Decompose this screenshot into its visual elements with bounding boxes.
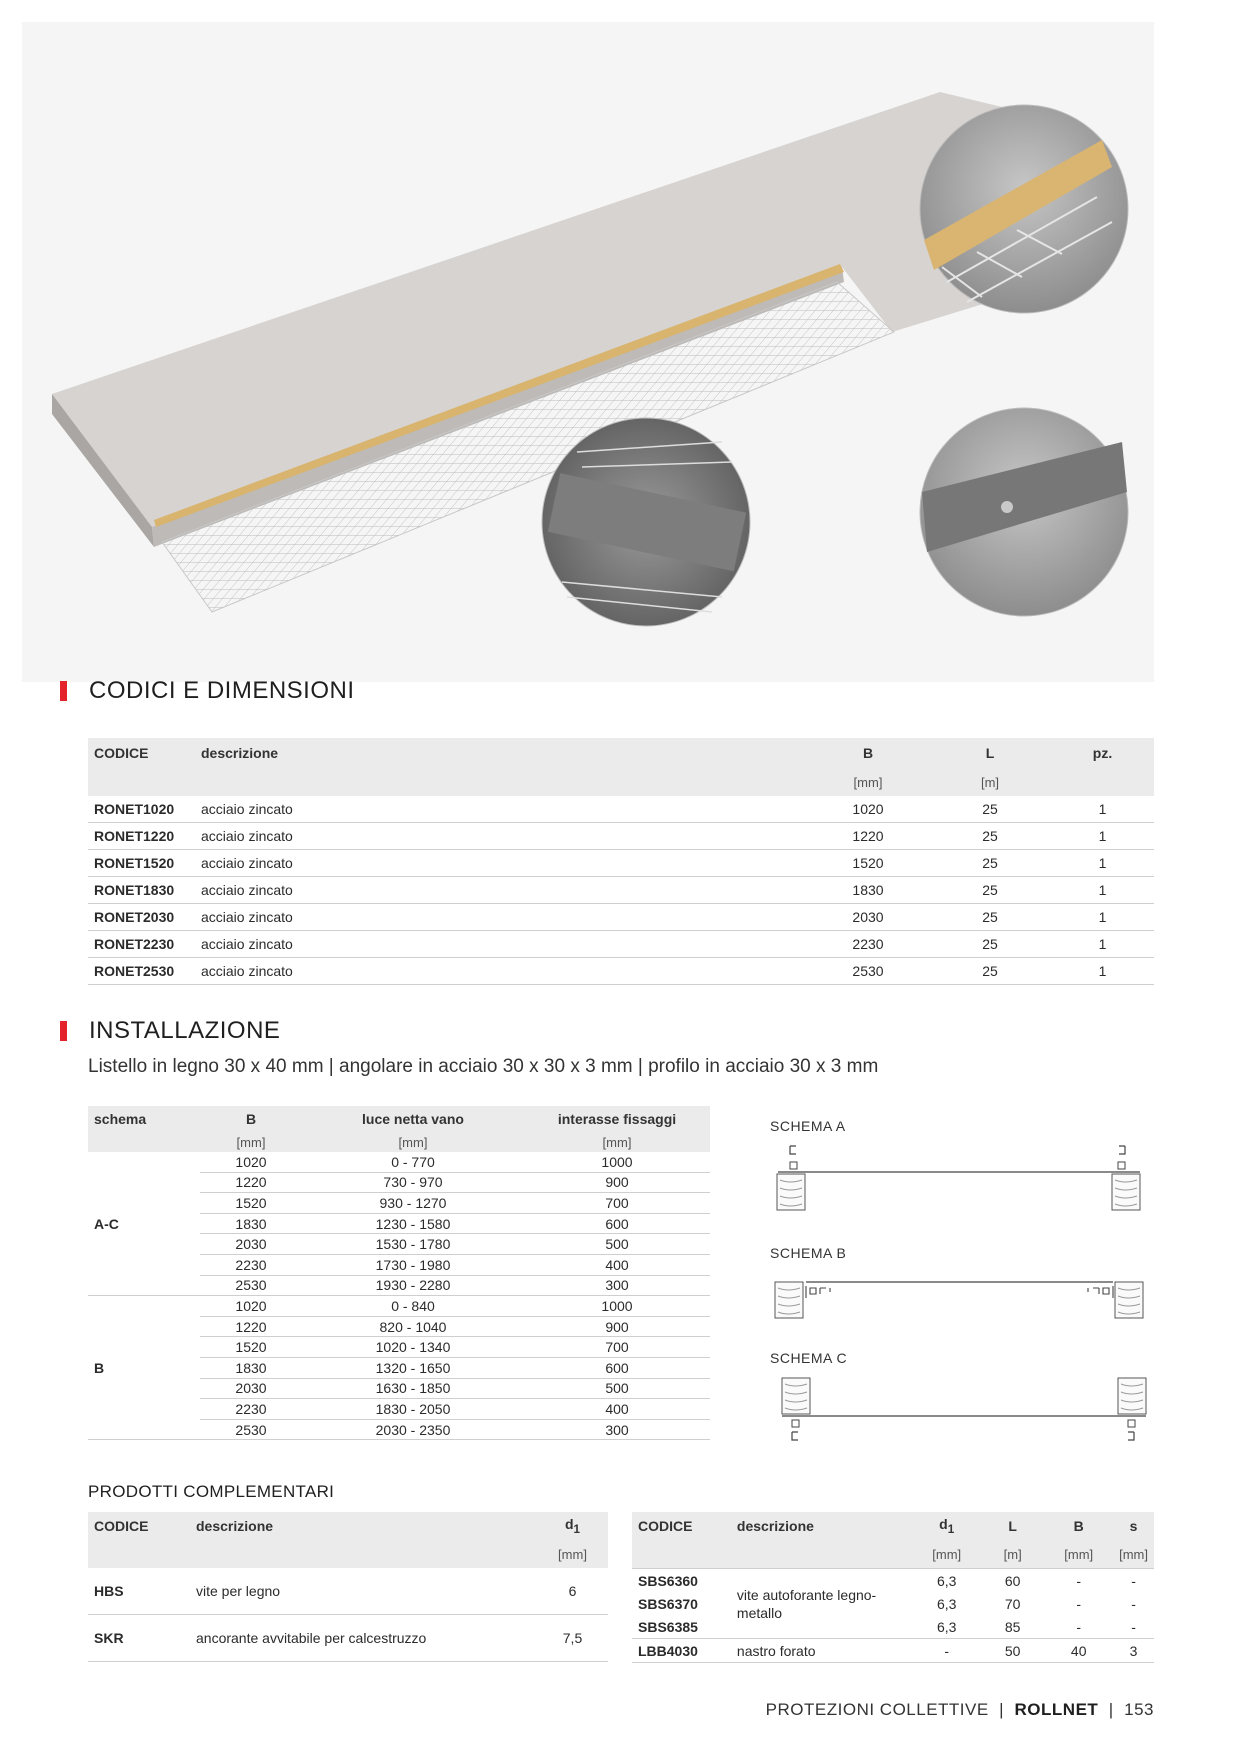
cell-pz: 1 [1051, 931, 1154, 958]
cell-code: RONET1830 [88, 877, 195, 904]
cell-b: 2030 [807, 904, 929, 931]
col-desc: descrizione [731, 1512, 912, 1540]
section-title-text: INSTALLAZIONE [89, 1017, 281, 1044]
schema-b-label: SCHEMA B [770, 1245, 847, 1261]
cell-interasse: 600 [524, 1213, 710, 1234]
cell-luce: 820 - 1040 [302, 1316, 524, 1337]
table-row [88, 931, 1154, 958]
cell-b: 2030 [200, 1378, 302, 1399]
cell-luce: 1630 - 1850 [302, 1378, 524, 1399]
cell-interasse: 300 [524, 1275, 710, 1296]
unit-d1: [mm] [537, 1540, 608, 1568]
cell-luce: 730 - 970 [302, 1172, 524, 1193]
complementary-table-right [632, 1512, 1154, 1663]
cell-code: RONET2230 [88, 931, 195, 958]
col-l: L [929, 738, 1051, 768]
d1-subscript: 1 [947, 1522, 955, 1536]
cell-b: 2030 [200, 1234, 302, 1255]
cell-l: 25 [929, 850, 1051, 877]
cell-interasse: 1000 [524, 1296, 710, 1317]
cell-desc: acciaio zincato [195, 904, 807, 931]
cell-schema: B [88, 1296, 200, 1440]
table-row [632, 1569, 1154, 1593]
unit-interasse: [mm] [524, 1132, 710, 1152]
col-schema: schema [88, 1106, 200, 1132]
col-l: L [981, 1512, 1044, 1540]
cell-d1: 6,3 [936, 1595, 957, 1612]
cell-b: - [1044, 1569, 1113, 1593]
cell-luce: 2030 - 2350 [302, 1419, 524, 1440]
table-row [88, 1152, 710, 1172]
installation-subtitle: Listello in legno 30 x 40 mm | angolare in acciaio 30 x 30 x 3 mm | profilo in acciaio 30 x 3 mm [88, 1056, 879, 1077]
table-row [88, 823, 1154, 850]
col-luce: luce netta vano [302, 1106, 524, 1132]
cell-l: 85 [981, 1615, 1044, 1639]
unit-d1: [mm] [912, 1540, 981, 1569]
cell-luce: 1530 - 1780 [302, 1234, 524, 1255]
title-marker [60, 1021, 67, 1041]
cell-interasse: 500 [524, 1234, 710, 1255]
cell-desc: nastro forato [731, 1639, 912, 1663]
cell-l: 25 [929, 877, 1051, 904]
cell-interasse: 1000 [524, 1152, 710, 1172]
title-marker [60, 681, 67, 701]
cell-desc: ancorante avvitabile per calcestruzzo [190, 1615, 537, 1662]
section-title-codes [60, 676, 355, 706]
complementary-title: PRODOTTI COMPLEMENTARI [88, 1482, 335, 1501]
cell-luce: 1320 - 1650 [302, 1357, 524, 1378]
cell-l: 60 [981, 1569, 1044, 1593]
cell-interasse: 700 [524, 1193, 710, 1214]
cell-interasse: 600 [524, 1357, 710, 1378]
cell-pz: 1 [1051, 958, 1154, 985]
cell-b: 2230 [200, 1399, 302, 1420]
cell-d1: 6,3 [912, 1569, 981, 1593]
unit-s: [mm] [1113, 1540, 1154, 1569]
application-illustration [22, 22, 1154, 682]
col-b: B [807, 738, 929, 768]
cell-code: HBS [88, 1568, 190, 1615]
col-desc: descrizione [190, 1512, 537, 1540]
col-pz: pz. [1051, 738, 1154, 768]
cell-l: 25 [929, 904, 1051, 931]
cell-desc: acciaio zincato [195, 877, 807, 904]
table-row [88, 850, 1154, 877]
cell-b: 2230 [200, 1254, 302, 1275]
col-b: B [200, 1106, 302, 1132]
cell-interasse: 900 [524, 1316, 710, 1337]
cell-d1: 6,3 [912, 1615, 981, 1639]
cell-interasse: 400 [524, 1399, 710, 1420]
cell-luce: 1830 - 2050 [302, 1399, 524, 1420]
d1-subscript: 1 [573, 1522, 581, 1536]
cell-d1: 7,5 [537, 1615, 608, 1662]
cell-b: 2530 [200, 1419, 302, 1440]
cell-code: SBS6385 [632, 1615, 731, 1639]
page-number: 153 [1124, 1700, 1154, 1719]
cell-l: 50 [981, 1639, 1044, 1663]
cell-b: 1220 [200, 1316, 302, 1337]
unit-b: [mm] [1044, 1540, 1113, 1569]
section-title-text: CODICI E DIMENSIONI [89, 677, 355, 704]
cell-luce: 1020 - 1340 [302, 1337, 524, 1358]
cell-pz: 1 [1051, 877, 1154, 904]
cell-b: - [1044, 1615, 1113, 1639]
schema-b-diagram [770, 1270, 1150, 1330]
col-desc: descrizione [195, 738, 807, 768]
table-row [88, 904, 1154, 931]
d1-symbol: d [564, 1516, 574, 1533]
unit-l: [m] [929, 768, 1051, 796]
cell-b: 1830 [807, 877, 929, 904]
cell-b: 1830 [200, 1357, 302, 1378]
cell-l: 25 [929, 958, 1051, 985]
cell-desc: vite autoforante legno-metallo [731, 1569, 912, 1639]
cell-interasse: 400 [524, 1254, 710, 1275]
cell-l: 70 [1004, 1595, 1021, 1612]
cell-code: RONET1520 [88, 850, 195, 877]
cell-b: 1520 [200, 1193, 302, 1214]
col-code: CODICE [632, 1512, 731, 1540]
cell-interasse: 300 [524, 1419, 710, 1440]
cell-interasse: 500 [524, 1378, 710, 1399]
table-row [88, 1568, 608, 1615]
unit-l: [m] [981, 1540, 1044, 1569]
cell-b: 1830 [200, 1213, 302, 1234]
page-footer: PROTEZIONI COLLETTIVE | ROLLNET | 153 [765, 1700, 1154, 1719]
cell-s: - [1113, 1615, 1154, 1639]
slab-with-net-illustration [22, 22, 1154, 682]
table-row [88, 1296, 710, 1317]
cell-b: 1220 [807, 823, 929, 850]
table-row [88, 877, 1154, 904]
cell-b: 1020 [200, 1152, 302, 1172]
cell-code: RONET2030 [88, 904, 195, 931]
col-code: CODICE [88, 738, 195, 768]
unit-b: [mm] [200, 1132, 302, 1152]
cell-luce: 930 - 1270 [302, 1193, 524, 1214]
cell-b: 2230 [807, 931, 929, 958]
cell-luce: 0 - 840 [302, 1296, 524, 1317]
cell-b: 40 [1044, 1639, 1113, 1663]
cell-code: RONET1020 [88, 796, 195, 823]
schema-a-label: SCHEMA A [770, 1118, 846, 1134]
unit-b: [mm] [807, 768, 929, 796]
d1-symbol: d [939, 1516, 948, 1533]
cell-luce: 1230 - 1580 [302, 1213, 524, 1234]
col-code: CODICE [88, 1512, 190, 1540]
cell-d1: 6 [537, 1568, 608, 1615]
cell-luce: 0 - 770 [302, 1152, 524, 1172]
cell-desc: acciaio zincato [195, 958, 807, 985]
cell-d1: - [912, 1639, 981, 1663]
cell-desc: acciaio zincato [195, 796, 807, 823]
footer-product: ROLLNET [1014, 1700, 1099, 1719]
cell-interasse: 700 [524, 1337, 710, 1358]
codes-table [88, 738, 1154, 985]
cell-b: - [1076, 1595, 1082, 1612]
footer-section: PROTEZIONI COLLETTIVE [765, 1700, 989, 1719]
cell-schema: A-C [88, 1152, 200, 1296]
cell-pz: 1 [1051, 823, 1154, 850]
cell-code: SBS6360 [632, 1569, 731, 1593]
cell-pz: 1 [1051, 796, 1154, 823]
cell-b: 2530 [200, 1275, 302, 1296]
cell-code: SBS6370 [638, 1595, 698, 1612]
cell-desc: acciaio zincato [195, 823, 807, 850]
cell-s: 3 [1113, 1639, 1154, 1663]
cell-s: - [1131, 1595, 1136, 1612]
cell-desc: vite per legno [190, 1568, 537, 1615]
cell-desc: acciaio zincato [195, 931, 807, 958]
cell-b: 1020 [200, 1296, 302, 1317]
cell-luce: 1930 - 2280 [302, 1275, 524, 1296]
cell-pz: 1 [1051, 850, 1154, 877]
cell-desc: acciaio zincato [195, 850, 807, 877]
schema-a-diagram [770, 1140, 1150, 1220]
col-b: B [1044, 1512, 1113, 1540]
cell-b: 1220 [200, 1172, 302, 1193]
col-s: s [1113, 1512, 1154, 1540]
table-row [88, 1615, 608, 1662]
cell-s: - [1113, 1569, 1154, 1593]
table-row [88, 958, 1154, 985]
cell-b: 1520 [200, 1337, 302, 1358]
cell-l: 25 [929, 931, 1051, 958]
col-d1 [912, 1512, 981, 1540]
unit-luce: [mm] [302, 1132, 524, 1152]
cell-l: 25 [929, 796, 1051, 823]
table-row [88, 796, 1154, 823]
table-row [632, 1639, 1154, 1663]
cell-pz: 1 [1051, 904, 1154, 931]
cell-b: 1520 [807, 850, 929, 877]
cell-code: SKR [88, 1615, 190, 1662]
cell-b: 1020 [807, 796, 929, 823]
schema-c-label: SCHEMA C [770, 1350, 848, 1366]
complementary-table-left [88, 1512, 608, 1662]
col-d1 [537, 1512, 608, 1540]
cell-code: LBB4030 [632, 1639, 731, 1663]
cell-b: 2530 [807, 958, 929, 985]
installation-table [88, 1106, 710, 1440]
schema-c-diagram [770, 1372, 1150, 1452]
cell-code: RONET1220 [88, 823, 195, 850]
cell-luce: 1730 - 1980 [302, 1254, 524, 1275]
col-interasse: interasse fissaggi [524, 1106, 710, 1132]
cell-l: 25 [929, 823, 1051, 850]
cell-code: RONET2530 [88, 958, 195, 985]
cell-interasse: 900 [524, 1172, 710, 1193]
section-title-installation [60, 1016, 280, 1046]
